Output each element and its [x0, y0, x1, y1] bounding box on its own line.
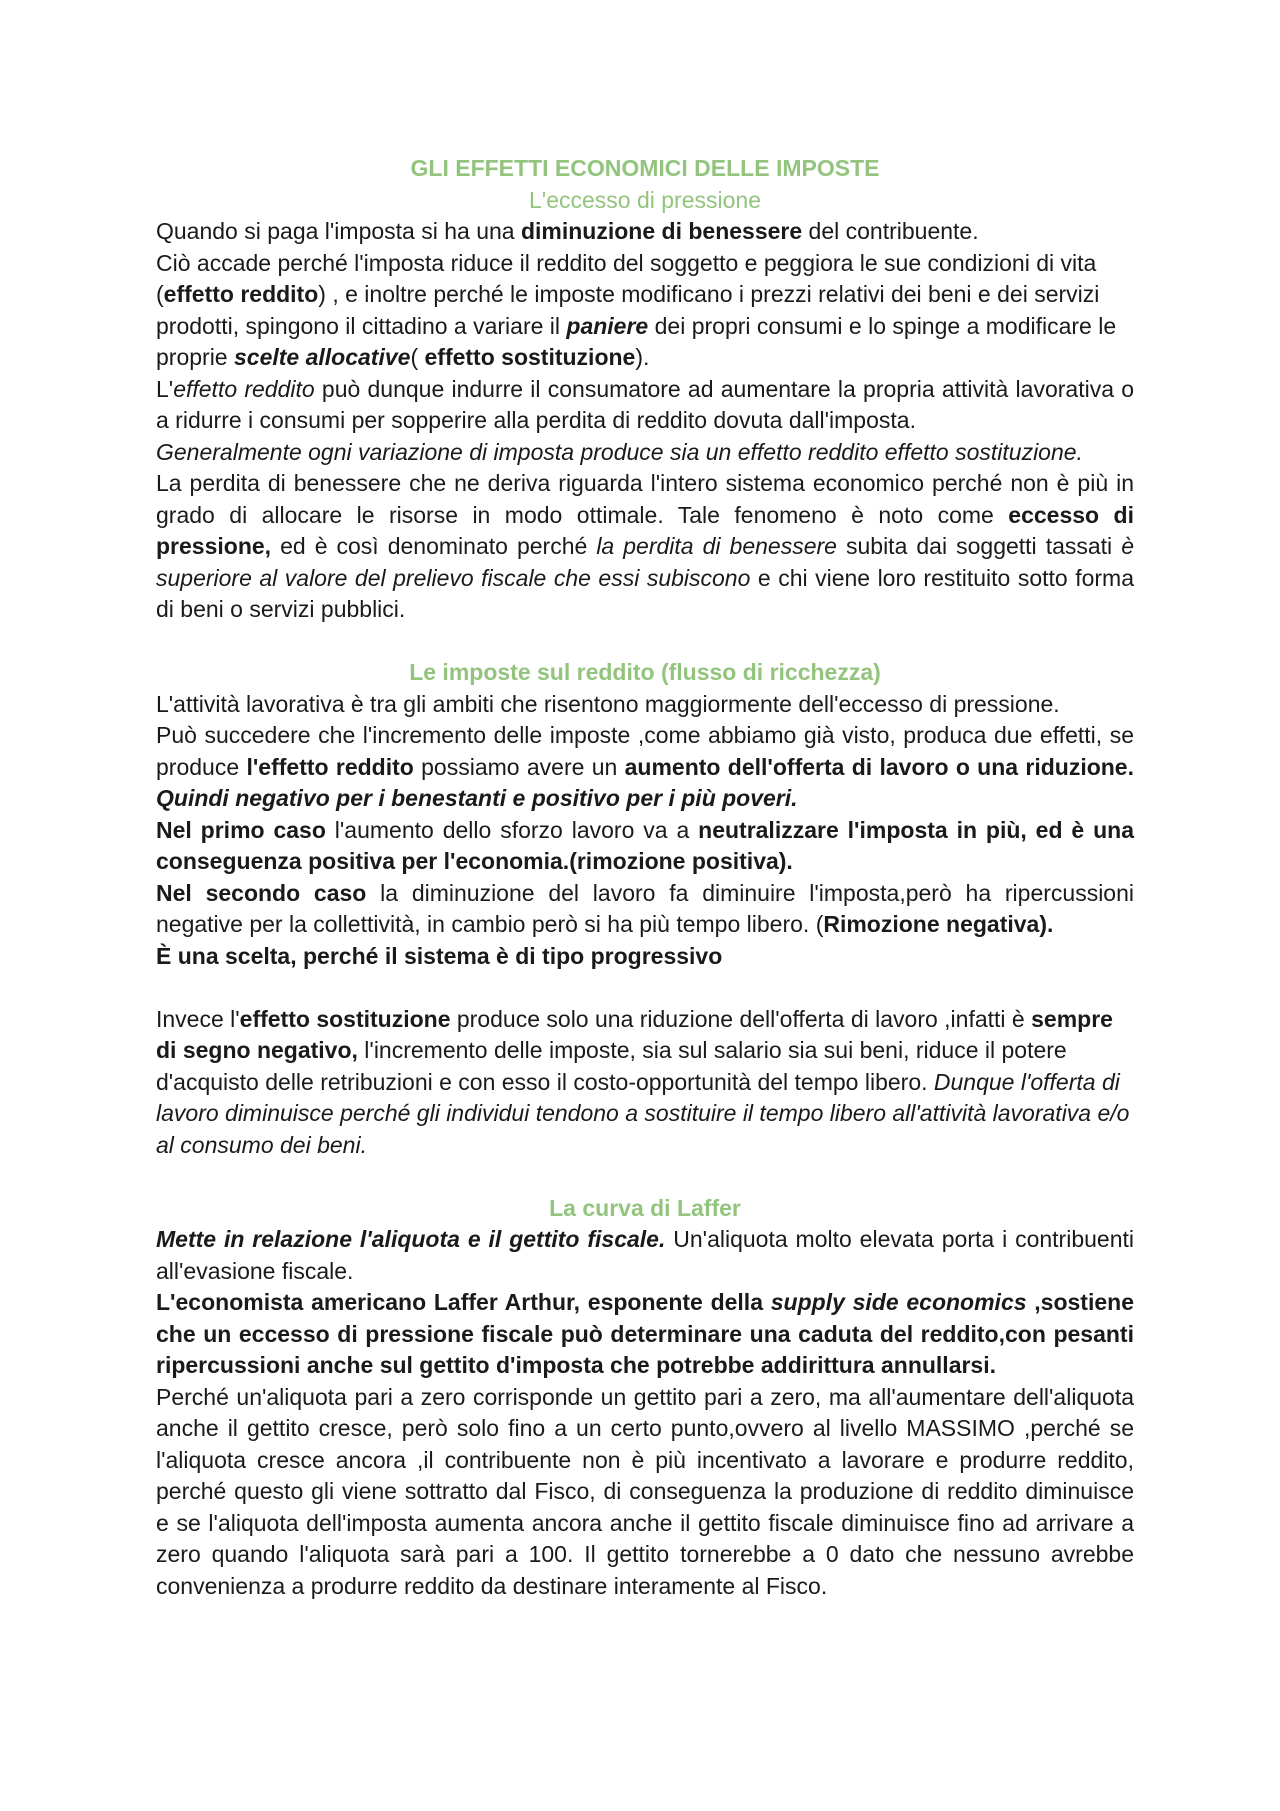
- paragraph: L'attività lavorativa è tra gli ambiti che risentono maggiormente dell'eccesso di pressione.: [156, 690, 1060, 717]
- paragraph: Invece l'effetto sostituzione produce solo una riduzione dell'offerta di lavoro ,infatti è sempre di segno negativo, l'incremento delle imposte, sia sul salario sia sui beni, riduce il potere d'acquisto delle retribuzioni e con esso il costo-opportunità del tempo libero. Dunque l'offerta di lavoro diminuisce perché gli individui tendono a sostituire il tempo libero all'attività lavorativa e/o al consumo dei beni.: [156, 1005, 1130, 1158]
- paragraph: La perdita di benessere che ne deriva riguarda l'intero sistema economico perché non è più in grado di allocare le risorse in modo ottimale. Tale fenomeno è noto come eccesso di pressione, ed è così denominato perché la perdita di benessere subita dai soggetti tassati è superiore al valore del prelievo fiscale che essi subiscono e chi viene loro restituito sotto forma di beni o servizi pubblici.: [156, 470, 1134, 622]
- paragraph: Può succedere che l'incremento delle imposte ,come abbiamo già visto, produca due effetti, se produce l'effetto reddito possiamo avere un aumento dell'offerta di lavoro o una riduzione. Quindi negativo per i benestanti e positivo per i più poveri.: [156, 722, 1134, 811]
- paragraph: L'economista americano Laffer Arthur, esponente della supply side economics ,sostiene che un eccesso di pressione fiscale può determinare una caduta del reddito,con pesanti ripercussioni anche sul gettito d'imposta che potrebbe addirittura annullarsi.: [156, 1289, 1134, 1378]
- paragraph: Ciò accade perché l'imposta riduce il reddito del soggetto e peggiora le sue condizioni di vita (effetto reddito) , e inoltre perché le imposte modificano i prezzi relativi dei beni e dei servizi prodotti, spingono il cittadino a variare il paniere dei propri consumi e lo spinge a modificare le proprie scelte allocative( effetto sostituzione).: [156, 249, 1117, 370]
- paragraph: Mette in relazione l'aliquota e il gettito fiscale. Un'aliquota molto elevata porta i contribuenti all'evasione fiscale.: [156, 1226, 1134, 1284]
- section-heading-imposte-reddito: Le imposte sul reddito (flusso di ricchezza): [409, 659, 881, 685]
- paragraph: Nel secondo caso la diminuzione del lavoro fa diminuire l'imposta,però ha ripercussioni negative per la collettività, in cambio però si ha più tempo libero. (Rimozione negativa).: [156, 879, 1134, 937]
- paragraph: Perché un'aliquota pari a zero corrisponde un gettito pari a zero, ma all'aumentare dell'aliquota anche il gettito cresce, però solo fino a un certo punto,ovvero al livello MASSIMO ,perché se l'aliquota cresce ancora ,il contribuente non è più incentivato a lavorare e produrre reddito, perché questo gli viene sottratto dal Fisco, di conseguenza la produzione di reddito diminuisce e se l'aliquota dell'imposta aumenta ancora anche il gettito fiscale diminuisce fino ad arrivare a zero quando l'aliquota sarà pari a 100. Il gettito tornerebbe a 0 dato che nessuno avrebbe convenienza a produrre reddito da destinare interamente al Fisco.: [156, 1383, 1134, 1599]
- section-heading-curva-laffer: La curva di Laffer: [549, 1194, 741, 1221]
- paragraph: L'effetto reddito può dunque indurre il consumatore ad aumentare la propria attività lavorativa o a ridurre i consumi per sopperire alla perdita di reddito dovuta dall'imposta.: [156, 375, 1135, 433]
- paragraph: È una scelta, perché il sistema è di tipo progressivo: [156, 942, 723, 969]
- paragraph: Generalmente ogni variazione di imposta produce sia un effetto reddito effetto sostituzione.: [156, 438, 1083, 465]
- paragraph: Quando si paga l'imposta si ha una diminuzione di benessere del contribuente.: [156, 218, 979, 244]
- paragraph: Nel primo caso l'aumento dello sforzo lavoro va a neutralizzare l'imposta in più, ed è una conseguenza positiva per l'economia.(rimozione positiva).: [156, 816, 1135, 874]
- section-heading-eccesso-pressione: L'eccesso di pressione: [529, 186, 761, 213]
- document-title: GLI EFFETTI ECONOMICI DELLE IMPOSTE: [410, 155, 880, 181]
- document-page: [156, 153, 1134, 1602]
